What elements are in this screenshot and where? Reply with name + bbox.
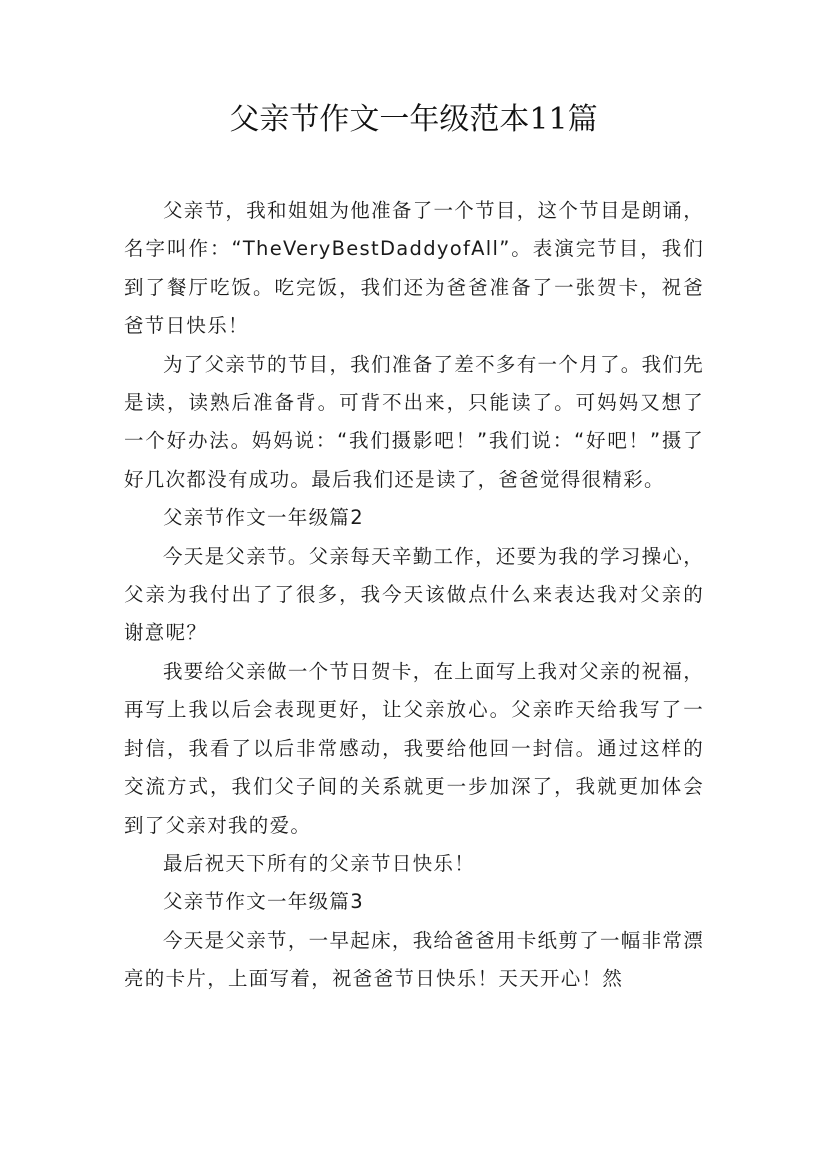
paragraph-6: 今天是父亲节，一早起床，我给爸爸用卡纸剪了一幅非常漂亮的卡片，上面写着，祝爸爸节日快乐！天天开心！然 bbox=[124, 928, 704, 991]
section-heading-2: 父亲节作文一年级篇2 bbox=[163, 506, 364, 530]
paragraph-3: 今天是父亲节。父亲每天辛勤工作，还要为我的学习操心，父亲为我付出了了很多，我今天该做点什么来表达我对父亲的谢意呢？ bbox=[124, 544, 704, 645]
paragraph-4: 我要给父亲做一个节日贺卡，在上面写上我对父亲的祝福，再写上我以后会表现更好，让父亲放心。父亲昨天给我写了一封信，我看了以后非常感动，我要给他回一封信。通过这样的交流方式，我们父子间的关系就更一步加深了，我就更加体会到了父亲对我的爱。 bbox=[124, 659, 704, 837]
document-body bbox=[124, 192, 704, 999]
document-title: 父亲节作文一年级范本11篇 bbox=[229, 102, 598, 137]
paragraph-1: 父亲节，我和姐姐为他准备了一个节目，这个节目是朗诵，名字叫作：“TheVeryBestDaddyofAll”。表演完节目，我们到了餐厅吃饭。吃完饭，我们还为爸爸准备了一张贺卡，祝爸爸节日快乐！ bbox=[124, 199, 704, 338]
paragraph-2: 为了父亲节的节目，我们准备了差不多有一个月了。我们先是读，读熟后准备背。可背不出来，只能读了。可妈妈又想了一个好办法。妈妈说：“我们摄影吧！”我们说：“好吧！”摄了好几次都没有成功。最后我们还是读了，爸爸觉得很精彩。 bbox=[124, 352, 704, 491]
paragraph-5: 最后祝天下所有的父亲节日快乐！ bbox=[163, 851, 476, 875]
section-heading-3: 父亲节作文一年级篇3 bbox=[163, 890, 364, 914]
